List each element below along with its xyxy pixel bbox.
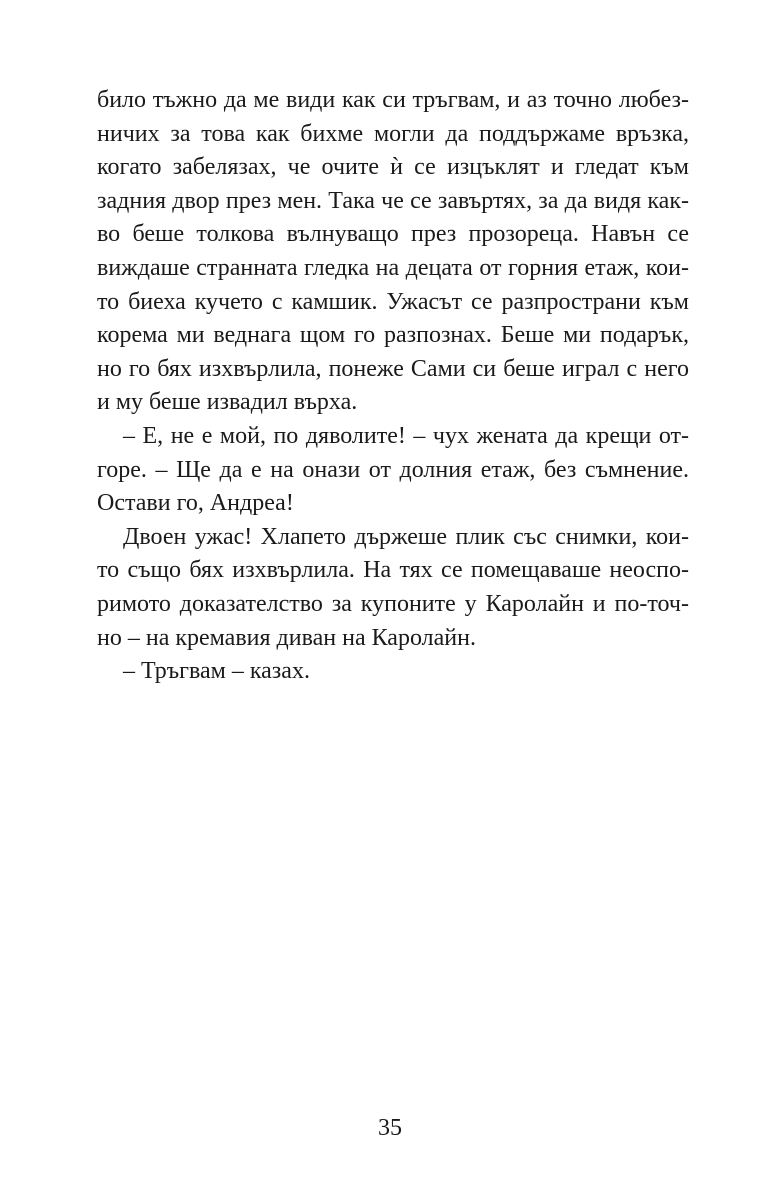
paragraph-start-line: Двоен ужас! Хлапето държеше плик със снимки, кои- (123, 523, 689, 550)
text-line: било тъжно да ме види как си тръгвам, и аз точно любез- (97, 87, 689, 113)
text-line: то също бях изхвърлила. На тях се помещаваше неоспо- (97, 557, 689, 584)
text-line: ничих за това как бихме могли да поддържаме връзка, (97, 120, 689, 147)
text-line: то биеха кучето с камшик. Ужасът се разпространи към (97, 288, 689, 315)
text-line: но – на кремавия диван на Каролайн. (97, 624, 476, 651)
page-text-body (97, 84, 689, 689)
text-line: виждаше странната гледка на децата от горния етаж, кои- (97, 254, 689, 281)
text-line: но го бях изхвърлила, понеже Сами си беше играл с него (97, 355, 689, 382)
text-line: когато забелязах, че очите ѝ се изцъклят и гледат към (97, 154, 689, 181)
text-line: римото доказателство за купоните у Каролайн и по-точ- (97, 590, 689, 617)
text-line: во беше толкова вълнуващо през прозореца. Навън се (97, 221, 689, 248)
text-line: Остави го, Андреа! (97, 490, 294, 517)
text-line: горе. – Ще да е на онази от долния етаж, без съмнение. (97, 456, 689, 483)
text-line: корема ми веднага щом го разпознах. Беше ми подарък, (97, 322, 689, 349)
page-number: 35 (378, 1115, 402, 1141)
text-line: задния двор през мен. Така че се завъртях, за да видя как- (97, 187, 689, 214)
text-line: и му беше извадил върха. (97, 389, 358, 416)
dialogue-line: – Е, не е мой, по дяволите! – чух жената да крещи от- (123, 422, 689, 449)
dialogue-line: – Тръгвам – казах. (123, 658, 310, 685)
